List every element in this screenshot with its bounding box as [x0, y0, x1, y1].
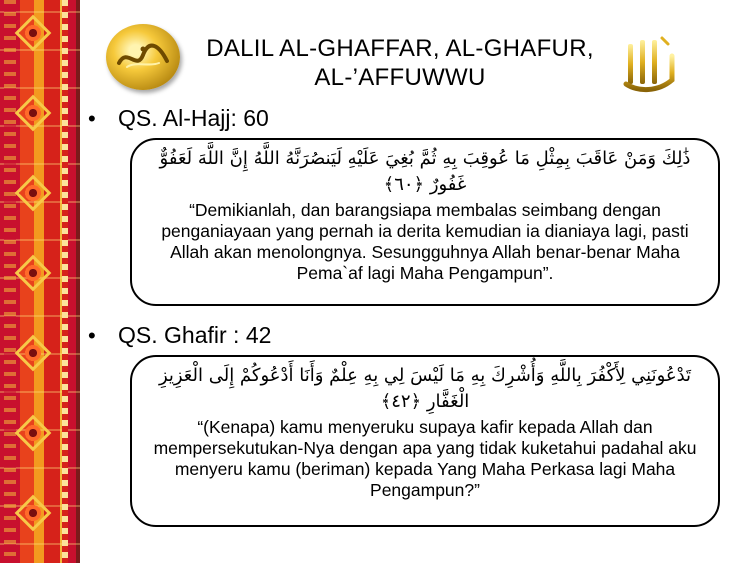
allah-calligraphy-icon — [618, 34, 678, 94]
muhammad-calligraphy-icon — [106, 24, 180, 90]
arabic-verse: ذَٰلِكَ وَمَنْ عَاقَبَ بِمِثْلِ مَا عُوقِبَ بِهِ ثُمَّ بُغِيَ عَلَيْهِ لَيَنصُرَنَّهُ اللَّهُ إِنَّ اللَّهَ لَعَفُوٌّ غَفُورٌ ﴿٦٠﴾ — [159, 148, 691, 195]
verse-box — [130, 355, 720, 527]
verse-heading: QS. Al-Hajj: 60 — [118, 105, 269, 131]
border-motif — [15, 95, 52, 132]
bullet-icon: • — [88, 105, 96, 131]
border-dash-column — [62, 0, 68, 563]
allah-calligraphy-glyph — [618, 34, 678, 94]
border-dot-column — [4, 0, 16, 563]
arabic-verse: تَدْعُونَنِي لِأَكْفُرَ بِاللَّهِ وَأُشْرِكَ بِهِ مَا لَيْسَ لِي بِهِ عِلْمٌ وَأَنَا أَدْعُوكُمْ إِلَى الْعَزِيزِ الْغَفَّارِ ﴿٤٢﴾ — [158, 365, 692, 412]
border-motif — [15, 335, 52, 372]
border-motif — [15, 495, 52, 532]
border-motif — [15, 415, 52, 452]
border-motif — [15, 255, 52, 292]
border-motif — [15, 15, 52, 52]
muhammad-calligraphy-glyph — [113, 37, 173, 77]
slide-title: DALIL AL-GHAFFAR, AL-GHAFUR, AL-’AFFUWWU — [206, 35, 594, 91]
border-motif — [15, 175, 52, 212]
verse-translation: “(Kenapa) kamu menyeruku supaya kafir kepada Allah dan mempersekutukan-Nya dengan apa yang tidak kuketahui padahal aku menyeru kamu (beriman) kepada Yang Maha Perkasa lagi Maha Pengampun?” — [153, 417, 697, 500]
verse-heading: QS. Ghafir : 42 — [118, 322, 272, 348]
verse-box — [130, 138, 720, 306]
decorative-border — [0, 0, 80, 563]
verse-translation: “Demikianlah, dan barangsiapa membalas seimbang dengan penganiayaan yang pernah ia derita kemudian ia dianiaya lagi, pasti Allah akan menolongnya. Sesungguhnya Allah benar-benar Maha Pema`af lagi Maha Pengampun”. — [161, 200, 689, 283]
bullet-icon: • — [88, 322, 96, 348]
verse-heading-row — [88, 105, 269, 132]
verse-heading-row — [88, 322, 271, 349]
